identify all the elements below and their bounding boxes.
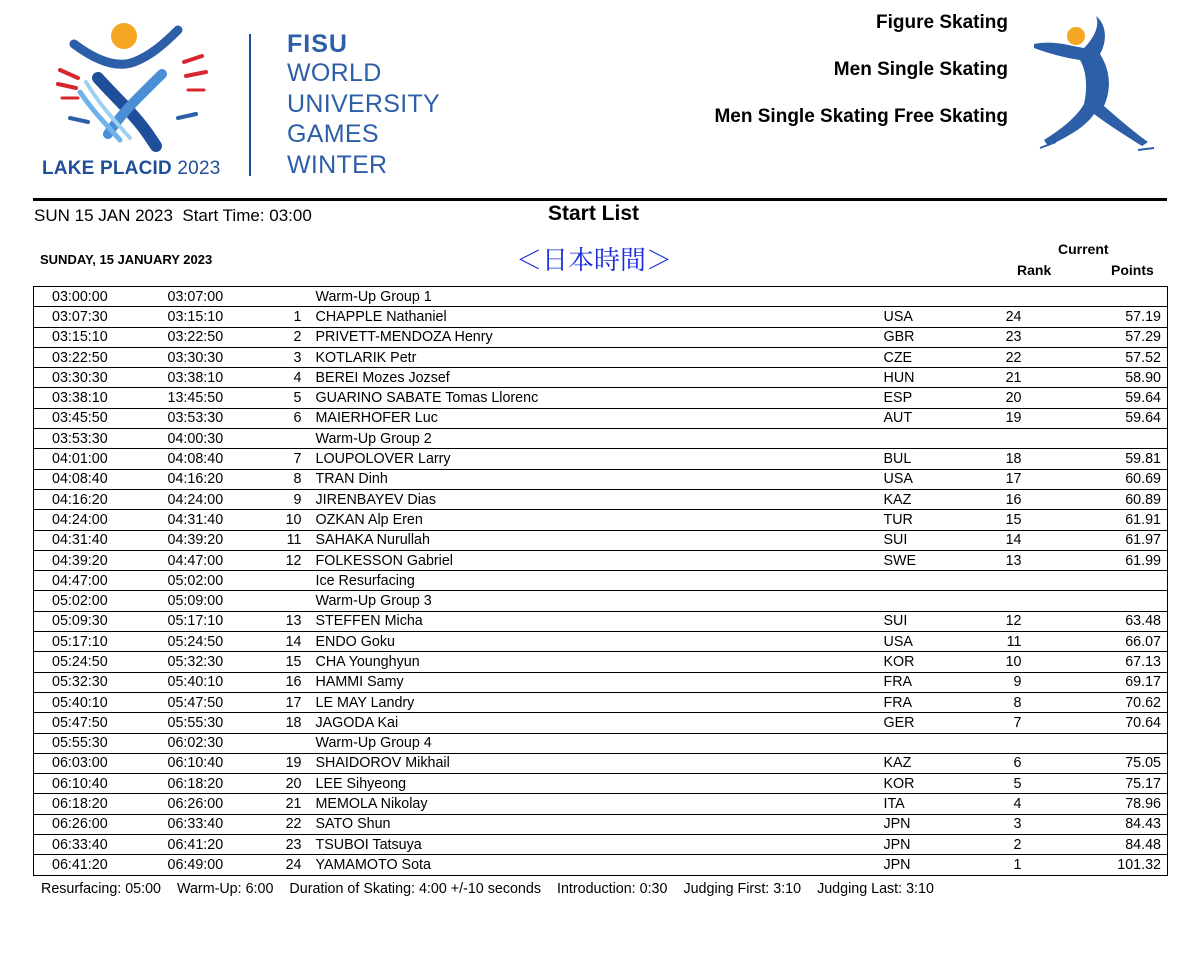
start-number-cell <box>262 429 308 449</box>
nation-cell: AUT <box>880 408 954 428</box>
rank-cell: 12 <box>954 611 1032 631</box>
name-cell: LE MAY Landry <box>308 692 880 712</box>
points-cell <box>1032 733 1168 753</box>
start-time-cell: 05:40:10 <box>34 692 156 712</box>
event-title: Men Single Skating <box>833 59 1008 80</box>
start-number-cell: 15 <box>262 652 308 672</box>
nation-cell: BUL <box>880 449 954 469</box>
start-number-cell <box>262 287 308 307</box>
start-number-cell: 6 <box>262 408 308 428</box>
nation-cell: TUR <box>880 510 954 530</box>
start-number-cell: 14 <box>262 632 308 652</box>
rank-cell: 24 <box>954 307 1032 327</box>
start-number-cell: 8 <box>262 469 308 489</box>
skater-row <box>34 347 1168 367</box>
skater-row <box>34 550 1168 570</box>
nation-cell: USA <box>880 632 954 652</box>
start-time-cell: 04:24:00 <box>34 510 156 530</box>
rank-cell: 8 <box>954 692 1032 712</box>
nation-cell: KAZ <box>880 753 954 773</box>
end-time-cell: 06:49:00 <box>156 855 262 875</box>
nation-cell: SWE <box>880 550 954 570</box>
start-time-cell: 05:02:00 <box>34 591 156 611</box>
end-time-cell: 04:08:40 <box>156 449 262 469</box>
points-cell: 75.17 <box>1032 774 1168 794</box>
start-time-cell: 05:24:50 <box>34 652 156 672</box>
start-time-cell: 06:03:00 <box>34 753 156 773</box>
start-number-cell <box>262 591 308 611</box>
skater-row <box>34 632 1168 652</box>
start-number-cell: 12 <box>262 550 308 570</box>
points-cell: 60.89 <box>1032 489 1168 509</box>
nation-cell: HUN <box>880 368 954 388</box>
name-cell: OZKAN Alp Eren <box>308 510 880 530</box>
end-time-cell: 06:02:30 <box>156 733 262 753</box>
skater-row <box>34 774 1168 794</box>
skater-row <box>34 814 1168 834</box>
logo-caption-text: LAKE PLACID <box>42 158 172 179</box>
skater-row <box>34 489 1168 509</box>
nation-cell: USA <box>880 307 954 327</box>
start-time-cell: 03:22:50 <box>34 347 156 367</box>
rank-cell <box>954 571 1032 591</box>
fisu-wordmark <box>287 30 440 180</box>
end-time-cell: 05:55:30 <box>156 713 262 733</box>
end-time-cell: 06:10:40 <box>156 753 262 773</box>
start-number-cell: 20 <box>262 774 308 794</box>
end-time-cell: 06:26:00 <box>156 794 262 814</box>
points-cell: 61.99 <box>1032 550 1168 570</box>
logo-caption <box>42 158 220 180</box>
end-time-cell: 04:47:00 <box>156 550 262 570</box>
schedule-row <box>34 429 1168 449</box>
name-cell: JAGODA Kai <box>308 713 880 733</box>
rank-cell: 13 <box>954 550 1032 570</box>
nation-cell: KOR <box>880 774 954 794</box>
start-number-cell: 17 <box>262 692 308 712</box>
end-time-cell: 03:38:10 <box>156 368 262 388</box>
nation-cell: FRA <box>880 692 954 712</box>
skater-row <box>34 530 1168 550</box>
name-cell: YAMAMOTO Sota <box>308 855 880 875</box>
col-header-current: Current <box>1058 241 1109 257</box>
nation-cell <box>880 429 954 449</box>
end-time-cell: 04:24:00 <box>156 489 262 509</box>
rank-cell: 15 <box>954 510 1032 530</box>
rank-cell: 19 <box>954 408 1032 428</box>
skater-row <box>34 855 1168 875</box>
rank-cell: 10 <box>954 652 1032 672</box>
points-cell: 69.17 <box>1032 672 1168 692</box>
rank-cell <box>954 287 1032 307</box>
rank-cell <box>954 591 1032 611</box>
start-time-cell: 04:47:00 <box>34 571 156 591</box>
start-time-cell: 05:32:30 <box>34 672 156 692</box>
nation-cell: USA <box>880 469 954 489</box>
end-time-cell: 04:31:40 <box>156 510 262 530</box>
points-cell <box>1032 429 1168 449</box>
skater-row <box>34 408 1168 428</box>
logo-year: 2023 <box>177 158 221 179</box>
rank-cell: 14 <box>954 530 1032 550</box>
lake-placid-logo <box>38 22 223 182</box>
points-cell <box>1032 287 1168 307</box>
footer-item: Introduction: 0:30 <box>556 881 668 897</box>
points-cell: 70.64 <box>1032 713 1168 733</box>
skater-row <box>34 307 1168 327</box>
start-number-cell: 18 <box>262 713 308 733</box>
nation-cell: ESP <box>880 388 954 408</box>
rank-cell: 4 <box>954 794 1032 814</box>
start-number-cell: 21 <box>262 794 308 814</box>
end-time-cell: 03:30:30 <box>156 347 262 367</box>
logo-divider <box>249 34 251 176</box>
points-cell <box>1032 591 1168 611</box>
name-cell: Warm-Up Group 2 <box>308 429 880 449</box>
points-cell: 66.07 <box>1032 632 1168 652</box>
start-number-cell: 5 <box>262 388 308 408</box>
nation-cell <box>880 287 954 307</box>
end-time-cell: 03:22:50 <box>156 327 262 347</box>
start-time-cell: 03:07:30 <box>34 307 156 327</box>
name-cell: MEMOLA Nikolay <box>308 794 880 814</box>
nation-cell: KOR <box>880 652 954 672</box>
start-time-cell: 03:00:00 <box>34 287 156 307</box>
fisu-line-world: WORLD <box>287 59 382 87</box>
nation-cell: KAZ <box>880 489 954 509</box>
footer-item: Judging First: 3:10 <box>683 881 802 897</box>
name-cell: JIRENBAYEV Dias <box>308 489 880 509</box>
footer-item: Judging Last: 3:10 <box>817 881 934 897</box>
name-cell: MAIERHOFER Luc <box>308 408 880 428</box>
points-cell: 59.64 <box>1032 408 1168 428</box>
start-time-cell: 03:15:10 <box>34 327 156 347</box>
start-number-cell: 22 <box>262 814 308 834</box>
start-number-cell: 1 <box>262 307 308 327</box>
rank-cell: 5 <box>954 774 1032 794</box>
skater-row <box>34 794 1168 814</box>
points-cell: 67.13 <box>1032 652 1168 672</box>
end-time-cell: 06:18:20 <box>156 774 262 794</box>
points-cell: 84.43 <box>1032 814 1168 834</box>
rank-cell: 21 <box>954 368 1032 388</box>
rank-cell: 23 <box>954 327 1032 347</box>
name-cell: GUARINO SABATE Tomas Llorenc <box>308 388 880 408</box>
start-number-cell: 4 <box>262 368 308 388</box>
points-cell: 70.62 <box>1032 692 1168 712</box>
page-title: Start List <box>548 202 640 225</box>
col-header-points: Points <box>1111 262 1154 278</box>
nation-cell: GER <box>880 713 954 733</box>
nation-cell: FRA <box>880 672 954 692</box>
start-time-cell: 03:38:10 <box>34 388 156 408</box>
nation-cell: CZE <box>880 347 954 367</box>
points-cell: 84.48 <box>1032 835 1168 855</box>
rank-cell: 7 <box>954 713 1032 733</box>
points-cell: 61.97 <box>1032 530 1168 550</box>
start-number-cell: 16 <box>262 672 308 692</box>
skater-row <box>34 510 1168 530</box>
start-number-cell: 3 <box>262 347 308 367</box>
end-time-cell: 03:53:30 <box>156 408 262 428</box>
start-number-cell: 24 <box>262 855 308 875</box>
rank-cell: 11 <box>954 632 1032 652</box>
name-cell: HAMMI Samy <box>308 672 880 692</box>
nation-cell: JPN <box>880 835 954 855</box>
points-cell: 58.90 <box>1032 368 1168 388</box>
schedule-row <box>34 571 1168 591</box>
figure-skater-pictogram-icon <box>1030 14 1160 154</box>
start-time-cell: 05:09:30 <box>34 611 156 631</box>
skater-row <box>34 692 1168 712</box>
name-cell: LOUPOLOVER Larry <box>308 449 880 469</box>
rank-cell: 22 <box>954 347 1032 367</box>
skater-row <box>34 469 1168 489</box>
start-time-cell: 03:53:30 <box>34 429 156 449</box>
start-time-cell: 06:10:40 <box>34 774 156 794</box>
start-time-cell: 04:01:00 <box>34 449 156 469</box>
nation-cell: SUI <box>880 611 954 631</box>
fisu-line-games: GAMES <box>287 120 379 148</box>
start-time-cell: 04:16:20 <box>34 489 156 509</box>
name-cell: SAHAKA Nurullah <box>308 530 880 550</box>
points-cell: 57.52 <box>1032 347 1168 367</box>
fisu-line-winter: WINTER <box>287 150 388 179</box>
col-header-rank: Rank <box>1017 262 1052 278</box>
start-time-cell: 06:41:20 <box>34 855 156 875</box>
points-cell: 101.32 <box>1032 855 1168 875</box>
name-cell: STEFFEN Micha <box>308 611 880 631</box>
japan-time-label: ＜日本時間＞ <box>516 246 673 276</box>
rank-cell <box>954 429 1032 449</box>
name-cell: CHA Younghyun <box>308 652 880 672</box>
end-time-cell: 05:40:10 <box>156 672 262 692</box>
rank-cell: 9 <box>954 672 1032 692</box>
nation-cell: JPN <box>880 814 954 834</box>
nation-cell <box>880 571 954 591</box>
name-cell: SHAIDOROV Mikhail <box>308 753 880 773</box>
nation-cell: JPN <box>880 855 954 875</box>
start-number-cell: 23 <box>262 835 308 855</box>
rank-cell: 6 <box>954 753 1032 773</box>
header-rule <box>33 198 1167 201</box>
start-number-cell <box>262 733 308 753</box>
points-cell: 57.19 <box>1032 307 1168 327</box>
start-time-cell: 04:31:40 <box>34 530 156 550</box>
name-cell: KOTLARIK Petr <box>308 347 880 367</box>
nation-cell <box>880 733 954 753</box>
rank-cell: 3 <box>954 814 1032 834</box>
name-cell: CHAPPLE Nathaniel <box>308 307 880 327</box>
name-cell: PRIVETT-MENDOZA Henry <box>308 327 880 347</box>
schedule-row <box>34 733 1168 753</box>
nation-cell: GBR <box>880 327 954 347</box>
start-time-cell: 03:30:30 <box>34 368 156 388</box>
name-cell: Warm-Up Group 1 <box>308 287 880 307</box>
end-time-cell: 05:09:00 <box>156 591 262 611</box>
day-label: SUNDAY, 15 JANUARY 2023 <box>40 252 213 267</box>
points-cell: 61.91 <box>1032 510 1168 530</box>
skater-row <box>34 327 1168 347</box>
lake-placid-emblem-icon <box>38 22 223 157</box>
start-number-cell: 10 <box>262 510 308 530</box>
start-time-cell: 06:33:40 <box>34 835 156 855</box>
start-number-cell: 2 <box>262 327 308 347</box>
name-cell: Warm-Up Group 3 <box>308 591 880 611</box>
fisu-line-university: UNIVERSITY <box>287 89 441 118</box>
end-time-cell: 05:17:10 <box>156 611 262 631</box>
name-cell: Warm-Up Group 4 <box>308 733 880 753</box>
start-list-rows <box>34 287 1168 876</box>
start-time-cell: 05:55:30 <box>34 733 156 753</box>
start-number-cell: 19 <box>262 753 308 773</box>
points-cell: 78.96 <box>1032 794 1168 814</box>
rank-cell: 2 <box>954 835 1032 855</box>
end-time-cell: 05:24:50 <box>156 632 262 652</box>
name-cell: Ice Resurfacing <box>308 571 880 591</box>
skater-row <box>34 835 1168 855</box>
points-cell: 59.81 <box>1032 449 1168 469</box>
start-time-cell: 04:08:40 <box>34 469 156 489</box>
skater-row <box>34 672 1168 692</box>
start-number-cell: 13 <box>262 611 308 631</box>
rank-cell: 16 <box>954 489 1032 509</box>
nation-cell: SUI <box>880 530 954 550</box>
name-cell: BEREI Mozes Jozsef <box>308 368 880 388</box>
start-time-cell: 05:47:50 <box>34 713 156 733</box>
end-time-cell: 05:02:00 <box>156 571 262 591</box>
fisu-brand: FISU <box>287 30 348 58</box>
end-time-cell: 13:45:50 <box>156 388 262 408</box>
start-number-cell <box>262 571 308 591</box>
name-cell: LEE Sihyeong <box>308 774 880 794</box>
points-cell: 60.69 <box>1032 469 1168 489</box>
end-time-cell: 03:15:10 <box>156 307 262 327</box>
nation-cell <box>880 591 954 611</box>
discipline-title: Figure Skating <box>876 12 1008 33</box>
points-cell: 63.48 <box>1032 611 1168 631</box>
name-cell: FOLKESSON Gabriel <box>308 550 880 570</box>
points-cell <box>1032 571 1168 591</box>
start-number-cell: 9 <box>262 489 308 509</box>
date-start-time: SUN 15 JAN 2023 Start Time: 03:00 <box>34 206 312 225</box>
points-cell: 57.29 <box>1032 327 1168 347</box>
skater-row <box>34 753 1168 773</box>
schedule-row <box>34 591 1168 611</box>
footer-item: Resurfacing: 05:00 <box>41 881 162 897</box>
end-time-cell: 05:32:30 <box>156 652 262 672</box>
end-time-cell: 06:33:40 <box>156 814 262 834</box>
schedule-row <box>34 287 1168 307</box>
name-cell: ENDO Goku <box>308 632 880 652</box>
name-cell: TSUBOI Tatsuya <box>308 835 880 855</box>
skater-row <box>34 368 1168 388</box>
footer-item: Warm-Up: 6:00 <box>177 881 274 897</box>
skater-row <box>34 388 1168 408</box>
skater-row <box>34 652 1168 672</box>
end-time-cell: 04:00:30 <box>156 429 262 449</box>
skater-row <box>34 449 1168 469</box>
start-number-cell: 7 <box>262 449 308 469</box>
start-time-cell: 03:45:50 <box>34 408 156 428</box>
start-time-cell: 04:39:20 <box>34 550 156 570</box>
end-time-cell: 03:07:00 <box>156 287 262 307</box>
footer-item: Duration of Skating: 4:00 +/-10 seconds <box>289 881 541 897</box>
timing-footer <box>41 881 950 897</box>
rank-cell: 18 <box>954 449 1032 469</box>
name-cell: TRAN Dinh <box>308 469 880 489</box>
end-time-cell: 05:47:50 <box>156 692 262 712</box>
end-time-cell: 06:41:20 <box>156 835 262 855</box>
rank-cell: 1 <box>954 855 1032 875</box>
rank-cell: 20 <box>954 388 1032 408</box>
start-list-table <box>33 286 1168 876</box>
nation-cell: ITA <box>880 794 954 814</box>
start-time-cell: 06:18:20 <box>34 794 156 814</box>
name-cell: SATO Shun <box>308 814 880 834</box>
points-cell: 75.05 <box>1032 753 1168 773</box>
skater-row <box>34 713 1168 733</box>
points-cell: 59.64 <box>1032 388 1168 408</box>
start-number-cell: 11 <box>262 530 308 550</box>
skater-row <box>34 611 1168 631</box>
end-time-cell: 04:39:20 <box>156 530 262 550</box>
rank-cell: 17 <box>954 469 1032 489</box>
start-time-cell: 06:26:00 <box>34 814 156 834</box>
segment-title: Men Single Skating Free Skating <box>714 106 1008 127</box>
rank-cell <box>954 733 1032 753</box>
end-time-cell: 04:16:20 <box>156 469 262 489</box>
start-time-cell: 05:17:10 <box>34 632 156 652</box>
